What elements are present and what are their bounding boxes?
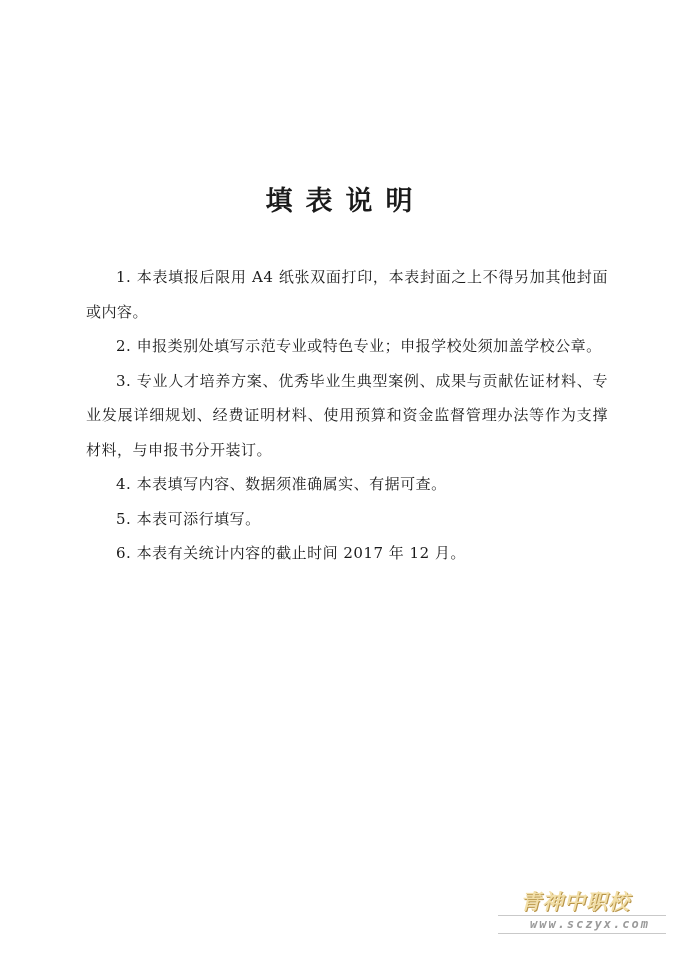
page-title: 填表说明 bbox=[265, 186, 426, 217]
instruction-item: 5. 本表可添行填写。 bbox=[116, 509, 261, 528]
watermark-logo bbox=[498, 886, 666, 946]
instruction-item: 6. 本表有关统计内容的截止时间 2017 年 12 月。 bbox=[116, 544, 466, 562]
watermark-brand: 青神中职校 bbox=[520, 890, 630, 914]
instruction-list bbox=[86, 260, 608, 571]
watermark-divider bbox=[498, 915, 666, 916]
instruction-item: 4. 本表填写内容、数据须准确属实、有据可查。 bbox=[116, 475, 447, 493]
watermark-divider bbox=[498, 933, 666, 934]
instruction-item: 2. 申报类别处填写示范专业或特色专业；申报学校处须加盖学校公章。 bbox=[116, 337, 602, 355]
instruction-item: 1. 本表填报后限用 A4 纸张双面打印，本表封面之上不得另加其他封面或内容。 bbox=[86, 268, 608, 321]
watermark-url: www.sczyx.com bbox=[530, 917, 650, 931]
instruction-item: 3. 专业人才培养方案、优秀毕业生典型案例、成果与贡献佐证材料、专业发展详细规划、经费证明材料、使用预算和资金监督管理办法等作为支撑材料，与申报书分开装订。 bbox=[86, 371, 608, 459]
